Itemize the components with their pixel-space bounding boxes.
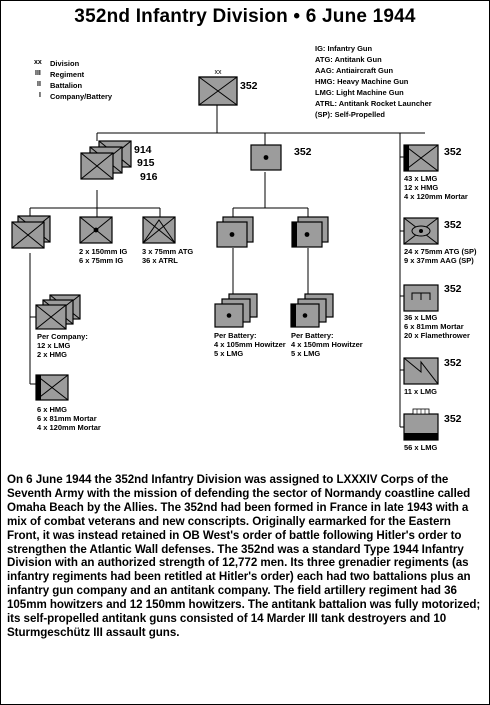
page-title: 352nd Infantry Division • 6 June 1944 [74,6,416,27]
heavy-weapons-company-symbol [36,375,68,400]
light-artillery-battalion-symbol [217,217,253,247]
abbrev-ig: IG: Infantry Gun [315,44,373,53]
atg-company-note-1: 3 x 75mm ATG [142,247,194,256]
fusilier-number: 352 [444,146,462,158]
abbrev-atg: ATG: Antitank Gun [315,55,382,64]
antitank-number: 352 [444,219,462,231]
heavy-battery-stack-symbol [291,294,333,327]
battery-105-note-2: 4 x 105mm Howitzer [214,340,286,349]
svg-text:xx: xx [214,69,222,76]
battery-105-note-3: 5 x LMG [214,349,244,358]
per-company-note-2: 12 x LMG [37,341,71,350]
division-number: 352 [240,80,258,92]
signal-battalion-symbol [404,358,438,384]
antitank-note-1: 24 x 75mm ATG (SP) [404,247,477,256]
artillery-regiment-symbol [251,145,281,170]
supply-battalion-symbol [404,409,438,440]
artillery-number: 352 [294,146,312,158]
hw-company-note-3: 4 x 120mm Mortar [37,423,101,432]
abbrev-atrl: ATRL: Antitank Rocket Launcher [315,99,432,108]
legend-label-division: Division [50,59,80,68]
abbrev-sp: (SP): Self-Propelled [315,110,386,119]
supply-note-1: 56 x LMG [404,443,438,452]
abbrev-lmg: LMG: Light Machine Gun [315,88,404,97]
regiment-number-915: 915 [137,157,155,169]
signal-note-1: 11 x LMG [404,387,437,396]
description-paragraph: On 6 June 1944 the 352nd Infantry Division was assigned to LXXXIV Corps of the Seventh Army with the mission of defending the sector of Normandy coastline called Omaha Beach by the Allies. The 352nd had been formed in France in late 1943 with a mix of combat veterans and new conscripts. Originally earmarked for the Eastern Front, it was instead retained in OB West's order of battle following Hitler's order to strengthen the Atlantic Wall defenses. The 352nd was a standard Type 1944 Infantry Division with an authorized strength of 12,772 men. Its three grenadier regiments (as infantry regiments had been retitled at Hitler's order) each had two battalions plus an infantry gun company and an antitank company. The field artillery regiment had 36 105mm howitzers and 12 150mm howitzers. The antitank battalion was fully motorized; its self-propelled antitank guns consisted of 14 Marder III tank destroyers and 10 Sturmgeschütz III assault guns. [7,473,481,639]
engineer-battalion-symbol [404,285,438,311]
signal-number: 352 [444,357,462,369]
fusilier-note-3: 4 x 120mm Mortar [404,192,468,201]
battery-150-note-2: 4 x 150mm Howitzer [291,340,363,349]
ig-company-note-1: 2 x 150mm IG [79,247,128,256]
antitank-note-2: 9 x 37mm AAG (SP) [404,256,474,265]
per-company-note-3: 2 x HMG [37,350,68,359]
fusilier-note-1: 43 x LMG [404,174,438,183]
legend-label-regiment: Regiment [50,70,85,79]
abbrev-aag: AAG: Antiaircraft Gun [315,66,394,75]
legend-label-battalion: Battalion [50,81,83,90]
engineer-note-2: 6 x 81mm Mortar [404,322,464,331]
abbrev-hmg: HMG: Heavy Machine Gun [315,77,409,86]
antitank-company-symbol [143,217,175,243]
regiment-stack-symbol [81,141,131,179]
antitank-battalion-symbol [404,218,438,244]
hw-company-note-2: 6 x 81mm Mortar [37,414,97,423]
legend-symbol-division: xx [34,59,42,66]
engineer-note-3: 20 x Flamethrower [404,331,470,340]
hw-company-note-1: 6 x HMG [37,405,68,414]
fusilier-note-2: 12 x HMG [404,183,439,192]
per-company-note-1: Per Company: [37,332,88,341]
regiment-number-914: 914 [134,144,152,156]
infantry-battalion-stack-symbol [12,216,50,248]
division-symbol [199,69,237,105]
engineer-note-1: 36 x LMG [404,313,438,322]
legend-symbol-battalion: II [37,81,41,88]
battery-150-note-1: Per Battery: [291,331,334,340]
legend-symbol-regiment: III [35,70,41,77]
light-battery-stack-symbol [215,294,257,327]
fusilier-battalion-symbol [404,145,438,171]
engineer-number: 352 [444,283,462,295]
battery-105-note-1: Per Battery: [214,331,257,340]
heavy-artillery-battalion-symbol [292,217,328,247]
atg-company-note-2: 36 x ATRL [142,256,178,265]
regiment-number-916: 916 [140,171,158,183]
rifle-company-stack-symbol [36,295,80,329]
infantry-gun-company-symbol [80,217,112,243]
supply-number: 352 [444,413,462,425]
battery-150-note-3: 5 x LMG [291,349,321,358]
legend-label-company: Company/Battery [50,92,113,101]
ig-company-note-2: 6 x 75mm IG [79,256,124,265]
legend-symbol-company: I [39,92,41,99]
